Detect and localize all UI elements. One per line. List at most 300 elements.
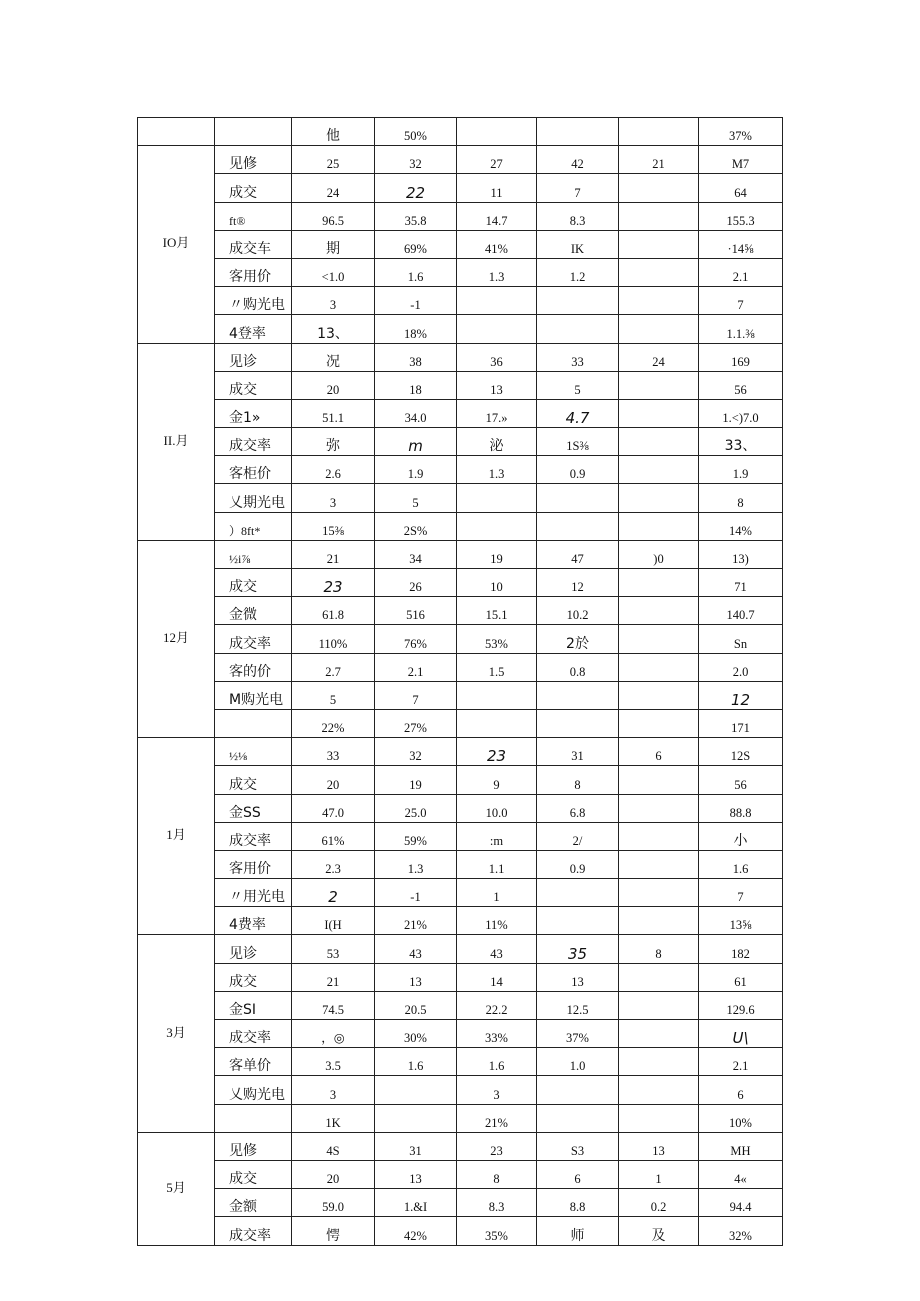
value-cell [619,653,699,681]
table-row [138,118,783,146]
value-cell [537,709,619,737]
table-row [138,484,783,512]
value-cell: 31 [375,1132,457,1160]
value-cell [619,456,699,484]
value-cell: 20.5 [375,991,457,1019]
value-cell: 30% [375,1020,457,1048]
value-cell: 33 [537,343,619,371]
value-cell: 1.5 [457,653,537,681]
value-cell: 师 [537,1217,619,1245]
table-row [138,512,783,540]
value-cell: 53% [457,625,537,653]
value-cell: 35% [457,1217,537,1245]
total-cell: 155.3 [699,202,783,230]
value-cell: 1K [292,1104,375,1132]
value-cell [619,118,699,146]
value-cell: 27 [457,146,537,174]
value-cell: I(H [292,907,375,935]
value-cell [537,512,619,540]
value-cell: 23 [292,569,375,597]
value-cell: 11% [457,907,537,935]
total-cell: 171 [699,709,783,737]
value-cell [619,258,699,286]
row-label: ft® [215,202,292,230]
table-row [138,963,783,991]
value-cell [537,484,619,512]
row-label: 客柜价 [215,456,292,484]
row-label [215,1104,292,1132]
table-row [138,1020,783,1048]
row-label [215,118,292,146]
value-cell: 1 [457,879,537,907]
value-cell: 9 [457,766,537,794]
value-cell: 96.5 [292,202,375,230]
value-cell [457,484,537,512]
value-cell: S3 [537,1132,619,1160]
value-cell [619,315,699,343]
value-cell [619,371,699,399]
value-cell: 2.7 [292,653,375,681]
table-row [138,850,783,878]
row-label: 客用价 [215,850,292,878]
value-cell: 38 [375,343,457,371]
value-cell [619,766,699,794]
value-cell: 4S [292,1132,375,1160]
value-cell: 15⅜ [292,512,375,540]
value-cell: -1 [375,879,457,907]
table-row [138,935,783,963]
value-cell: 6.8 [537,794,619,822]
value-cell: 47.0 [292,794,375,822]
value-cell: 10 [457,569,537,597]
total-cell: 13⅝ [699,907,783,935]
value-cell: 2.3 [292,850,375,878]
value-cell: m [375,428,457,456]
row-label: 成交率 [215,1020,292,1048]
row-label: 成交 [215,174,292,202]
value-cell [619,230,699,258]
value-cell: 13 [537,963,619,991]
value-cell [537,879,619,907]
value-cell: 61% [292,822,375,850]
value-cell: 13 [619,1132,699,1160]
value-cell [537,907,619,935]
total-cell: 169 [699,343,783,371]
value-cell: 1.9 [375,456,457,484]
value-cell: 27% [375,709,457,737]
month-cell [138,118,215,146]
value-cell [619,991,699,1019]
value-cell: 0.8 [537,653,619,681]
value-cell: 22.2 [457,991,537,1019]
total-cell: U\ [699,1020,783,1048]
row-label: 客用价 [215,258,292,286]
value-cell: 13 [457,371,537,399]
value-cell: 22 [375,174,457,202]
value-cell: 25 [292,146,375,174]
table-row [138,1189,783,1217]
value-cell [619,709,699,737]
value-cell: 25.0 [375,794,457,822]
value-cell [457,512,537,540]
total-cell: 7 [699,879,783,907]
value-cell: 6 [537,1160,619,1188]
value-cell: 7 [537,174,619,202]
value-cell: 42 [537,146,619,174]
value-cell [619,1020,699,1048]
value-cell [619,625,699,653]
value-cell: 53 [292,935,375,963]
value-cell: 26 [375,569,457,597]
value-cell: 10.0 [457,794,537,822]
row-label [215,709,292,737]
value-cell: 10.2 [537,597,619,625]
value-cell: 21 [292,540,375,568]
value-cell [537,118,619,146]
table-row [138,738,783,766]
value-cell [619,822,699,850]
value-cell: 19 [457,540,537,568]
row-label: 成交车 [215,230,292,258]
total-cell: 2.1 [699,258,783,286]
value-cell [619,963,699,991]
table-row [138,597,783,625]
row-label: 成交 [215,371,292,399]
value-cell: :m [457,822,537,850]
row-label: M购光电 [215,681,292,709]
value-cell: 2 [292,879,375,907]
value-cell: 110% [292,625,375,653]
total-cell: 1.1.⅜ [699,315,783,343]
row-label: ½⅛ [215,738,292,766]
value-cell: 24 [292,174,375,202]
total-cell: 94.4 [699,1189,783,1217]
value-cell: 8.8 [537,1189,619,1217]
value-cell: 8.3 [457,1189,537,1217]
table-row [138,287,783,315]
value-cell: 他 [292,118,375,146]
value-cell: -1 [375,287,457,315]
table-row [138,428,783,456]
total-cell: 13) [699,540,783,568]
row-label: 成交率 [215,1217,292,1245]
value-cell: 1.1 [457,850,537,878]
month-cell: 5月 [138,1132,215,1245]
value-cell: 19 [375,766,457,794]
value-cell: 50% [375,118,457,146]
value-cell: 516 [375,597,457,625]
table-row [138,766,783,794]
value-cell: 4.7 [537,399,619,427]
month-cell: 12月 [138,540,215,737]
value-cell: 0.9 [537,456,619,484]
month-cell: 3月 [138,935,215,1132]
value-cell: 6 [619,738,699,766]
row-label: 金SI [215,991,292,1019]
total-cell: 2.1 [699,1048,783,1076]
row-label: ）8ft* [215,512,292,540]
row-label: 〃用光电 [215,879,292,907]
value-cell: 14 [457,963,537,991]
value-cell [619,1076,699,1104]
value-cell: 42% [375,1217,457,1245]
value-cell [619,1104,699,1132]
value-cell: 1.6 [457,1048,537,1076]
month-cell: IO月 [138,146,215,343]
value-cell: 3.5 [292,1048,375,1076]
total-cell: 129.6 [699,991,783,1019]
row-label: 金微 [215,597,292,625]
value-cell: 35 [537,935,619,963]
value-cell: 2S% [375,512,457,540]
total-cell: 12S [699,738,783,766]
total-cell: MH [699,1132,783,1160]
value-cell: 1.6 [375,258,457,286]
value-cell [619,597,699,625]
table-row [138,879,783,907]
total-cell: Sn [699,625,783,653]
value-cell: 3 [457,1076,537,1104]
row-label: 乂购光电 [215,1076,292,1104]
value-cell: 8.3 [537,202,619,230]
value-cell: 8 [457,1160,537,1188]
value-cell: 3 [292,484,375,512]
row-label: 金1» [215,399,292,427]
table-row [138,822,783,850]
value-cell: 2.1 [375,653,457,681]
value-cell: 61.8 [292,597,375,625]
value-cell: 8 [619,935,699,963]
value-cell [619,907,699,935]
value-cell: 1.3 [457,258,537,286]
total-cell: 4« [699,1160,783,1188]
value-cell: 2於 [537,625,619,653]
table-row [138,1104,783,1132]
value-cell: 1.3 [375,850,457,878]
row-label: 成交率 [215,822,292,850]
value-cell: 21% [375,907,457,935]
value-cell: 2.6 [292,456,375,484]
table-row [138,1132,783,1160]
table-row [138,456,783,484]
value-cell: 11 [457,174,537,202]
table-row [138,371,783,399]
value-cell: 2/ [537,822,619,850]
row-label: 成交 [215,766,292,794]
value-cell [619,399,699,427]
value-cell: 21 [619,146,699,174]
value-cell: 0.9 [537,850,619,878]
value-cell: 76% [375,625,457,653]
row-label: 4登率 [215,315,292,343]
value-cell [619,174,699,202]
value-cell: 51.1 [292,399,375,427]
value-cell: 弥 [292,428,375,456]
value-cell: 3 [292,287,375,315]
row-label: 成交 [215,1160,292,1188]
total-cell: 1.6 [699,850,783,878]
value-cell: 22% [292,709,375,737]
value-cell: 23 [457,738,537,766]
value-cell: IK [537,230,619,258]
row-label: ½i⅞ [215,540,292,568]
value-cell: 32 [375,146,457,174]
value-cell: 5 [537,371,619,399]
table-row [138,230,783,258]
value-cell [537,681,619,709]
value-cell: 1.2 [537,258,619,286]
value-cell [457,681,537,709]
value-cell: 14.7 [457,202,537,230]
value-cell: 17.» [457,399,537,427]
value-cell: 37% [537,1020,619,1048]
table-row [138,709,783,737]
table-row [138,258,783,286]
table-row [138,907,783,935]
row-label: 成交 [215,963,292,991]
total-cell: M7 [699,146,783,174]
value-cell: 74.5 [292,991,375,1019]
value-cell: 0.2 [619,1189,699,1217]
value-cell [457,709,537,737]
value-cell [537,287,619,315]
table-row [138,1076,783,1104]
value-cell [619,1048,699,1076]
value-cell: 59.0 [292,1189,375,1217]
row-label: 见修 [215,1132,292,1160]
value-cell: 33 [292,738,375,766]
total-cell: 10% [699,1104,783,1132]
value-cell: 20 [292,766,375,794]
value-cell [619,202,699,230]
value-cell [457,118,537,146]
value-cell: 13 [375,963,457,991]
value-cell: 20 [292,1160,375,1188]
value-cell: 18 [375,371,457,399]
row-label: 见修 [215,146,292,174]
value-cell: 1 [619,1160,699,1188]
row-label: 成交率 [215,428,292,456]
value-cell [619,428,699,456]
value-cell: 1.6 [375,1048,457,1076]
value-cell: 20 [292,371,375,399]
value-cell: 8 [537,766,619,794]
total-cell: ·14⅝ [699,230,783,258]
table-row [138,1160,783,1188]
total-cell: 小 [699,822,783,850]
value-cell: 5 [292,681,375,709]
total-cell: 1.<)7.0 [699,399,783,427]
value-cell: 期 [292,230,375,258]
table-row [138,202,783,230]
total-cell: 61 [699,963,783,991]
total-cell: 8 [699,484,783,512]
value-cell: 12.5 [537,991,619,1019]
value-cell [619,287,699,315]
value-cell: 13、 [292,315,375,343]
table-row [138,1048,783,1076]
total-cell: 33、 [699,428,783,456]
value-cell: 1.3 [457,456,537,484]
total-cell: 1.9 [699,456,783,484]
value-cell: 况 [292,343,375,371]
value-cell: 24 [619,343,699,371]
row-label: 客单价 [215,1048,292,1076]
total-cell: 12 [699,681,783,709]
value-cell [375,1104,457,1132]
total-cell: 182 [699,935,783,963]
value-cell: 31 [537,738,619,766]
data-table [137,117,783,1246]
row-label: 〃购光电 [215,287,292,315]
total-cell: 37% [699,118,783,146]
row-label: 见诊 [215,935,292,963]
value-cell [619,850,699,878]
value-cell: 34 [375,540,457,568]
table-row [138,681,783,709]
row-label: 4费率 [215,907,292,935]
value-cell: 41% [457,230,537,258]
value-cell: 35.8 [375,202,457,230]
total-cell: 32% [699,1217,783,1245]
value-cell: 15.1 [457,597,537,625]
table-row [138,991,783,1019]
value-cell: ，◎ [292,1020,375,1048]
value-cell [619,484,699,512]
table-row [138,1217,783,1245]
value-cell: 23 [457,1132,537,1160]
value-cell: 43 [457,935,537,963]
value-cell: 1S⅜ [537,428,619,456]
row-label: 乂期光电 [215,484,292,512]
value-cell: 47 [537,540,619,568]
total-cell: 6 [699,1076,783,1104]
value-cell [619,569,699,597]
value-cell: 59% [375,822,457,850]
value-cell: <1.0 [292,258,375,286]
table-row [138,625,783,653]
row-label: 成交 [215,569,292,597]
value-cell: 愕 [292,1217,375,1245]
value-cell: 及 [619,1217,699,1245]
value-cell: 1.&I [375,1189,457,1217]
value-cell: 33% [457,1020,537,1048]
table-row [138,174,783,202]
value-cell: 7 [375,681,457,709]
total-cell: 7 [699,287,783,315]
value-cell: 36 [457,343,537,371]
value-cell: 12 [537,569,619,597]
table-row [138,794,783,822]
value-cell: 泌 [457,428,537,456]
value-cell: 21 [292,963,375,991]
value-cell: 34.0 [375,399,457,427]
value-cell: )0 [619,540,699,568]
table-row [138,343,783,371]
table-row [138,540,783,568]
value-cell: 43 [375,935,457,963]
value-cell [457,287,537,315]
total-cell: 64 [699,174,783,202]
value-cell [537,1076,619,1104]
row-label: 成交率 [215,625,292,653]
value-cell [619,681,699,709]
total-cell: 140.7 [699,597,783,625]
table-row [138,315,783,343]
total-cell: 71 [699,569,783,597]
value-cell [537,315,619,343]
value-cell [375,1076,457,1104]
